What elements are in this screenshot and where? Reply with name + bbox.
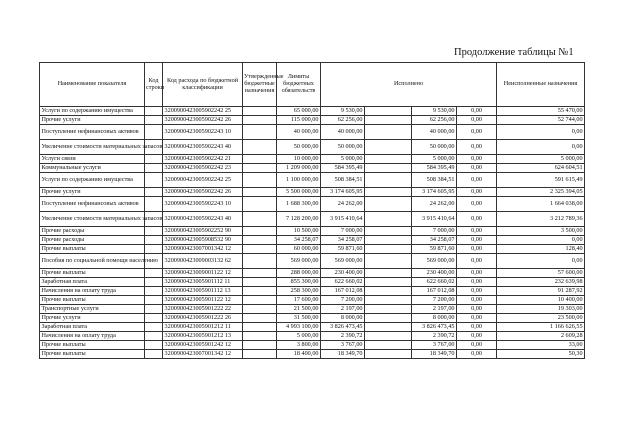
expense-code: 3200900423005902243 10	[163, 125, 243, 140]
expense-code: 3200900423005902242 25	[163, 107, 243, 116]
table-row	[40, 269, 585, 278]
row-name: Прочие выплаты	[40, 269, 145, 278]
executed-zero: 0,00	[457, 332, 497, 341]
limits-value: 1 209 000,00	[277, 164, 321, 173]
executed-value: 622 660,02	[321, 278, 365, 287]
executed-total: 508 384,51	[412, 173, 457, 188]
row-code-cell	[145, 278, 163, 287]
limits-value: 60 000,00	[277, 245, 321, 254]
row-code-cell	[145, 125, 163, 140]
unexecuted-value: 91 287,92	[497, 287, 585, 296]
header-row-code: Код строки	[145, 63, 163, 107]
approved-cell	[243, 341, 277, 350]
executed-extra	[365, 188, 412, 197]
approved-cell	[243, 245, 277, 254]
row-name: Заработная плата	[40, 323, 145, 332]
row-name: Услуги связи	[40, 155, 145, 164]
table-row	[40, 212, 585, 227]
approved-cell	[243, 125, 277, 140]
table-row	[40, 116, 585, 125]
executed-total: 5 000,00	[412, 155, 457, 164]
executed-value: 569 000,00	[321, 254, 365, 269]
executed-zero: 0,00	[457, 188, 497, 197]
unexecuted-value: 33,00	[497, 341, 585, 350]
limits-value: 1 688 300,00	[277, 197, 321, 212]
unexecuted-value: 19 303,00	[497, 305, 585, 314]
table-row	[40, 155, 585, 164]
approved-cell	[243, 323, 277, 332]
approved-cell	[243, 155, 277, 164]
executed-extra	[365, 227, 412, 236]
executed-zero: 0,00	[457, 140, 497, 155]
executed-total: 3 174 605,95	[412, 188, 457, 197]
header-name: Наименование показателя	[40, 63, 145, 107]
executed-value: 2 197,00	[321, 305, 365, 314]
budget-table	[39, 62, 585, 359]
executed-extra	[365, 140, 412, 155]
executed-extra	[365, 278, 412, 287]
expense-code: 3200900423005901112 11	[163, 278, 243, 287]
executed-extra	[365, 212, 412, 227]
executed-extra	[365, 350, 412, 359]
approved-cell	[243, 287, 277, 296]
table-row	[40, 350, 585, 359]
executed-total: 167 012,08	[412, 287, 457, 296]
executed-zero: 0,00	[457, 107, 497, 116]
executed-zero: 0,00	[457, 116, 497, 125]
executed-total: 3 767,00	[412, 341, 457, 350]
row-name: Увеличение стоимости материальных запасов	[40, 212, 145, 227]
executed-extra	[365, 314, 412, 323]
unexecuted-value: 624 604,51	[497, 164, 585, 173]
approved-cell	[243, 188, 277, 197]
unexecuted-value: 57 600,00	[497, 269, 585, 278]
executed-extra	[365, 173, 412, 188]
table-row	[40, 188, 585, 197]
executed-total: 230 400,00	[412, 269, 457, 278]
row-name: Прочие услуги	[40, 314, 145, 323]
unexecuted-value: 52 744,00	[497, 116, 585, 125]
unexecuted-value: 2 609,28	[497, 332, 585, 341]
unexecuted-value: 591 615,49	[497, 173, 585, 188]
approved-cell	[243, 212, 277, 227]
executed-value: 18 349,70	[321, 350, 365, 359]
approved-cell	[243, 197, 277, 212]
row-code-cell	[145, 287, 163, 296]
row-name: Поступление нефинансовых активов	[40, 197, 145, 212]
executed-zero: 0,00	[457, 125, 497, 140]
limits-value: 50 000,00	[277, 140, 321, 155]
table-row	[40, 125, 585, 140]
unexecuted-value: 3 212 789,36	[497, 212, 585, 227]
executed-total: 59 871,60	[412, 245, 457, 254]
row-name: Прочие выплаты	[40, 341, 145, 350]
table-row	[40, 278, 585, 287]
limits-value: 40 000,00	[277, 125, 321, 140]
executed-extra	[365, 245, 412, 254]
executed-value: 3 767,00	[321, 341, 365, 350]
executed-extra	[365, 269, 412, 278]
approved-cell	[243, 140, 277, 155]
row-name: Прочие услуги	[40, 188, 145, 197]
executed-extra	[365, 332, 412, 341]
row-code-cell	[145, 296, 163, 305]
unexecuted-value: 2 325 394,05	[497, 188, 585, 197]
executed-extra	[365, 116, 412, 125]
expense-code: 3200900423005902242 23	[163, 164, 243, 173]
approved-cell	[243, 164, 277, 173]
expense-code: 3200900423005901242 12	[163, 341, 243, 350]
executed-total: 3 915 410,64	[412, 212, 457, 227]
limits-value: 5 000,00	[277, 332, 321, 341]
row-code-cell	[145, 323, 163, 332]
table-row	[40, 332, 585, 341]
row-code-cell	[145, 305, 163, 314]
limits-value: 5 500 000,00	[277, 188, 321, 197]
executed-value: 59 871,60	[321, 245, 365, 254]
row-code-cell	[145, 164, 163, 173]
limits-value: 288 000,00	[277, 269, 321, 278]
executed-value: 230 400,00	[321, 269, 365, 278]
unexecuted-value: 0,00	[497, 236, 585, 245]
executed-zero: 0,00	[457, 314, 497, 323]
table-row	[40, 245, 585, 254]
expense-code: 3200900423005901112 13	[163, 287, 243, 296]
unexecuted-value: 10 400,00	[497, 296, 585, 305]
executed-total: 9 530,00	[412, 107, 457, 116]
expense-code: 3200900423005902242 26	[163, 188, 243, 197]
executed-extra	[365, 254, 412, 269]
executed-value: 3 174 605,95	[321, 188, 365, 197]
approved-cell	[243, 107, 277, 116]
executed-value: 9 530,00	[321, 107, 365, 116]
executed-total: 40 000,00	[412, 125, 457, 140]
row-code-cell	[145, 341, 163, 350]
approved-cell	[243, 254, 277, 269]
executed-total: 34 258,07	[412, 236, 457, 245]
table-row	[40, 227, 585, 236]
executed-zero: 0,00	[457, 197, 497, 212]
limits-value: 17 600,00	[277, 296, 321, 305]
executed-value: 508 384,51	[321, 173, 365, 188]
expense-code: 3200900423005902243 40	[163, 212, 243, 227]
executed-extra	[365, 197, 412, 212]
unexecuted-value: 0,00	[497, 140, 585, 155]
executed-zero: 0,00	[457, 254, 497, 269]
limits-value: 1 100 000,00	[277, 173, 321, 188]
expense-code: 3200900423005902252 90	[163, 227, 243, 236]
limits-value: 7 128 200,00	[277, 212, 321, 227]
executed-value: 40 000,00	[321, 125, 365, 140]
executed-value: 7 000,00	[321, 227, 365, 236]
header-expense-code: Код расхода по бюджетной классификации	[163, 63, 243, 107]
approved-cell	[243, 269, 277, 278]
unexecuted-value: 0,00	[497, 125, 585, 140]
table-caption: Продолжение таблицы №1	[454, 47, 574, 58]
approved-cell	[243, 314, 277, 323]
executed-extra	[365, 305, 412, 314]
row-name: Прочие услуги	[40, 116, 145, 125]
unexecuted-value: 232 639,98	[497, 278, 585, 287]
limits-value: 10 000,00	[277, 155, 321, 164]
executed-zero: 0,00	[457, 296, 497, 305]
row-code-cell	[145, 173, 163, 188]
row-code-cell	[145, 245, 163, 254]
row-code-cell	[145, 227, 163, 236]
executed-zero: 0,00	[457, 287, 497, 296]
table-row	[40, 173, 585, 188]
row-name: Прочие выплаты	[40, 245, 145, 254]
header-executed: Исполнено	[321, 63, 497, 107]
expense-code: 3200900423005902243 10	[163, 197, 243, 212]
executed-extra	[365, 164, 412, 173]
executed-value: 34 258,07	[321, 236, 365, 245]
limits-value: 4 993 100,00	[277, 323, 321, 332]
limits-value: 10 500,00	[277, 227, 321, 236]
row-code-cell	[145, 116, 163, 125]
row-code-cell	[145, 314, 163, 323]
executed-extra	[365, 296, 412, 305]
row-name: Пособия по социальной помощи населению	[40, 254, 145, 269]
expense-code: 3200900423009001122 12	[163, 269, 243, 278]
executed-value: 2 390,72	[321, 332, 365, 341]
executed-zero: 0,00	[457, 173, 497, 188]
header-approved: Утвержденные бюджетные назначения	[243, 63, 277, 107]
executed-value: 62 256,00	[321, 116, 365, 125]
executed-total: 622 660,02	[412, 278, 457, 287]
table-row	[40, 254, 585, 269]
table-row	[40, 314, 585, 323]
table-row	[40, 296, 585, 305]
limits-value: 569 000,00	[277, 254, 321, 269]
row-code-cell	[145, 269, 163, 278]
expense-code: 3200900423005901122 12	[163, 296, 243, 305]
executed-total: 2 197,00	[412, 305, 457, 314]
approved-cell	[243, 116, 277, 125]
row-code-cell	[145, 107, 163, 116]
executed-zero: 0,00	[457, 155, 497, 164]
table-row	[40, 341, 585, 350]
approved-cell	[243, 305, 277, 314]
executed-value: 3 826 473,45	[321, 323, 365, 332]
row-name: Начисления на оплату труда	[40, 332, 145, 341]
approved-cell	[243, 227, 277, 236]
limits-value: 65 000,00	[277, 107, 321, 116]
row-code-cell	[145, 350, 163, 359]
executed-total: 18 349,70	[412, 350, 457, 359]
expense-code: 3200900423005901222 26	[163, 314, 243, 323]
limits-value: 258 300,00	[277, 287, 321, 296]
expense-code: 3200900423009003132 62	[163, 254, 243, 269]
expense-code: 3200900423007001342 12	[163, 245, 243, 254]
expense-code: 3200900423007001342 12	[163, 350, 243, 359]
row-name: Поступление нефинансовых активов	[40, 125, 145, 140]
table-row	[40, 197, 585, 212]
executed-total: 24 262,00	[412, 197, 457, 212]
limits-value: 34 258,07	[277, 236, 321, 245]
executed-zero: 0,00	[457, 212, 497, 227]
row-name: Прочие расходы	[40, 236, 145, 245]
executed-extra	[365, 287, 412, 296]
executed-value: 50 000,00	[321, 140, 365, 155]
unexecuted-value: 128,40	[497, 245, 585, 254]
approved-cell	[243, 173, 277, 188]
row-name: Коммунальные услуги	[40, 164, 145, 173]
unexecuted-value: 5 000,00	[497, 155, 585, 164]
executed-value: 8 000,00	[321, 314, 365, 323]
expense-code: 3200900423005901212 11	[163, 323, 243, 332]
unexecuted-value: 0,00	[497, 254, 585, 269]
executed-total: 62 256,00	[412, 116, 457, 125]
executed-value: 5 000,00	[321, 155, 365, 164]
row-name: Транспортные услуги	[40, 305, 145, 314]
limits-value: 31 500,00	[277, 314, 321, 323]
executed-extra	[365, 107, 412, 116]
executed-zero: 0,00	[457, 278, 497, 287]
executed-extra	[365, 125, 412, 140]
executed-extra	[365, 323, 412, 332]
unexecuted-value: 3 500,00	[497, 227, 585, 236]
row-code-cell	[145, 197, 163, 212]
limits-value: 115 000,00	[277, 116, 321, 125]
unexecuted-value: 55 470,00	[497, 107, 585, 116]
header-row	[40, 63, 585, 107]
executed-total: 584 395,49	[412, 164, 457, 173]
executed-zero: 0,00	[457, 341, 497, 350]
approved-cell	[243, 278, 277, 287]
row-code-cell	[145, 155, 163, 164]
executed-zero: 0,00	[457, 236, 497, 245]
executed-extra	[365, 155, 412, 164]
row-name: Прочие выплаты	[40, 350, 145, 359]
executed-total: 7 200,00	[412, 296, 457, 305]
executed-total: 8 000,00	[412, 314, 457, 323]
executed-zero: 0,00	[457, 164, 497, 173]
unexecuted-value: 1 166 626,55	[497, 323, 585, 332]
expense-code: 3200900423005902243 40	[163, 140, 243, 155]
executed-total: 7 000,00	[412, 227, 457, 236]
approved-cell	[243, 332, 277, 341]
executed-extra	[365, 236, 412, 245]
row-name: Заработная плата	[40, 278, 145, 287]
executed-extra	[365, 341, 412, 350]
row-code-cell	[145, 188, 163, 197]
limits-value: 3 800,00	[277, 341, 321, 350]
executed-value: 7 200,00	[321, 296, 365, 305]
approved-cell	[243, 350, 277, 359]
executed-zero: 0,00	[457, 245, 497, 254]
table-row	[40, 164, 585, 173]
table-body	[40, 107, 585, 359]
table-row	[40, 323, 585, 332]
executed-total: 2 390,72	[412, 332, 457, 341]
row-name: Услуги по содержанию имущества	[40, 107, 145, 116]
executed-value: 3 915 410,64	[321, 212, 365, 227]
executed-total: 569 000,00	[412, 254, 457, 269]
executed-value: 24 262,00	[321, 197, 365, 212]
table-row	[40, 287, 585, 296]
unexecuted-value: 50,30	[497, 350, 585, 359]
executed-zero: 0,00	[457, 350, 497, 359]
executed-total: 50 000,00	[412, 140, 457, 155]
limits-value: 855 300,00	[277, 278, 321, 287]
table-row	[40, 140, 585, 155]
row-name: Увеличение стоимости материальных запасов	[40, 140, 145, 155]
expense-code: 3200900423005901222 22	[163, 305, 243, 314]
executed-zero: 0,00	[457, 269, 497, 278]
header-unexecuted: Неисполненные назначения	[497, 63, 585, 107]
expense-code: 3200900423005908532 90	[163, 236, 243, 245]
executed-zero: 0,00	[457, 323, 497, 332]
executed-zero: 0,00	[457, 227, 497, 236]
limits-value: 21 500,00	[277, 305, 321, 314]
limits-value: 18 400,00	[277, 350, 321, 359]
table-row	[40, 236, 585, 245]
executed-value: 167 012,08	[321, 287, 365, 296]
expense-code: 3200900423005902242 21	[163, 155, 243, 164]
expense-code: 3200900423005901212 13	[163, 332, 243, 341]
approved-cell	[243, 296, 277, 305]
table-row	[40, 107, 585, 116]
row-name: Услуги по содержанию имущества	[40, 173, 145, 188]
expense-code: 3200900423005902242 25	[163, 173, 243, 188]
row-name: Прочие расходы	[40, 227, 145, 236]
executed-zero: 0,00	[457, 305, 497, 314]
row-name: Начисления на оплату труда	[40, 287, 145, 296]
executed-total: 3 826 473,45	[412, 323, 457, 332]
row-name: Прочие выплаты	[40, 296, 145, 305]
row-code-cell	[145, 236, 163, 245]
expense-code: 3200900423005902242 26	[163, 116, 243, 125]
executed-value: 584 395,49	[321, 164, 365, 173]
unexecuted-value: 1 664 038,00	[497, 197, 585, 212]
header-limits: Лимиты бюджетных обязательств	[277, 63, 321, 107]
row-code-cell	[145, 332, 163, 341]
table-row	[40, 305, 585, 314]
approved-cell	[243, 236, 277, 245]
unexecuted-value: 23 500,00	[497, 314, 585, 323]
